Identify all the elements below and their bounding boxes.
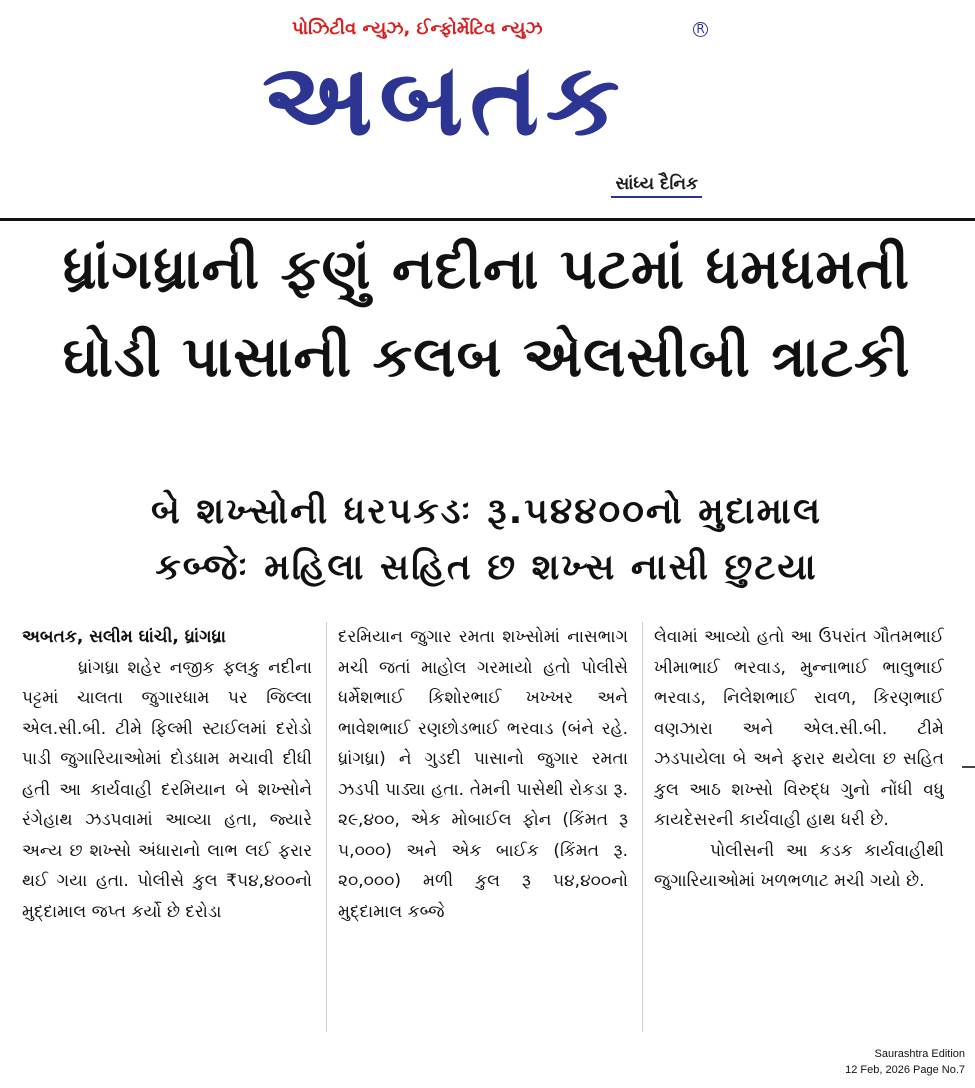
subheadline bbox=[14, 484, 959, 596]
masthead-tagline: પોઝિટીવ ન્યુઝ, ઈન્ફોર્મેટિવ ન્યુઝ bbox=[292, 18, 543, 39]
column-divider bbox=[642, 622, 643, 1032]
masthead bbox=[262, 16, 712, 206]
article-paragraph: પોલીસની આ કડક કાર્યવાહીથી જુગારિયાઓમાં ખળભળાટ મચી ગયો છે. bbox=[654, 840, 944, 891]
article-column-1 bbox=[22, 622, 312, 1044]
article-paragraph: ધ્રાંગધ્રા શહેર નજીક ફલકુ નદીના પટ્ટમાં ચાલતા જુગારધામ પર જિલ્લા એલ.સી.બી. ટીમે ફિલ્મી સ્ટાઈલમાં દરોડો પાડી જુગારિયાઓમાં દોડધામ મચાવી દીધી હતી આ કાર્યવાહી દરમિયાન બે શખ્સોને રંગેહાથ ઝડપવામાં આવ્યા હતા, જ્યારે અન્ય છ શખ્સો અંધારાનો લાભ લઈ ફરાર થઈ ગયા હતા. પોલીસે કુલ ₹૫૪,૪૦૦નો મુદ્દામાલ જપ્ત કર્યો છે દરોડા bbox=[22, 657, 312, 922]
headline-line-1: ધ્રાંગધ્રાની ફણું નદીના પટમાં ધમધમતી bbox=[62, 237, 911, 302]
article-paragraph: દરમિયાન જુગાર રમતા શખ્સોમાં નાસભાગ મચી જતાં માહોલ ગરમાયો હતો પોલીસે ધર્મેશભાઈ કિશોરભાઈ ખખ્ખર અને ભાવેશભાઈ રણછોડભાઈ ભરવાડ (બંને રહે. ધ્રાંગધ્રા) ને ગુડદી પાસાનો જુગાર રમતા ઝડપી પાડ્યા હતા. તેમની પાસેથી રોકડા રૂ. ૨૯,૪૦૦, એક મોબાઈલ ફોન (કિંમત રૂ ૫,૦૦૦) અને એક બાઈક (કિંમત રૂ. ૨૦,૦૦૦) મળી કુલ રૂ ૫૪,૪૦૦નો મુદ્દામાલ કબ્જે bbox=[338, 627, 628, 922]
byline: અબતક, સલીમ ઘાંચી, ધ્રાંગધ્રા bbox=[22, 627, 226, 647]
date-page-label: 12 Feb, 2026 Page No.7 bbox=[845, 1064, 965, 1076]
subheadline-line-1: બે શખ્સોની ધરપકડઃ રૂ.૫૪૪૦૦નો મુદામાલ bbox=[150, 491, 823, 532]
article-paragraph: લેવામાં આવ્યો હતો આ ઉપરાંત ગૌતમભાઈ ખીમાભાઈ ભરવાડ, મુન્નાભાઈ ભાલુભાઈ ભરવાડ, નિલેશભાઈ રાવળ, કિરણભાઈ વણઝારા અને એલ.સી.બી. ટીમે ઝડપાયેલા બે અને ફરાર થયેલા છ સહિત કુલ આઠ શખ્સો વિરુદ્ધ ગુનો નોંધી વધુ કાયદેસરની કાર્યવાહી હાથ ધરી છે. bbox=[654, 627, 944, 830]
edition-label: Saurashtra Edition bbox=[874, 1048, 965, 1060]
headline bbox=[14, 226, 959, 402]
column-divider bbox=[326, 622, 327, 1032]
subheadline-line-2: કબ્જેઃ મહિલા સહિત છ શખ્સ નાસી છુટયા bbox=[155, 547, 818, 588]
registered-mark-icon: R bbox=[693, 22, 708, 37]
page-footer bbox=[845, 1046, 965, 1078]
masthead-subtitle: સાંધ્ય દૈનિક bbox=[611, 174, 702, 198]
article-column-3 bbox=[654, 622, 944, 1044]
article-column-2 bbox=[338, 622, 628, 1044]
headline-line-2: ઘોડી પાસાની કલબ એલસીબી ત્રાટકી bbox=[62, 325, 911, 390]
article-body bbox=[22, 622, 957, 1044]
header-divider bbox=[0, 218, 975, 221]
newspaper-logo: અબતક bbox=[262, 41, 627, 158]
margin-mark bbox=[962, 766, 975, 768]
